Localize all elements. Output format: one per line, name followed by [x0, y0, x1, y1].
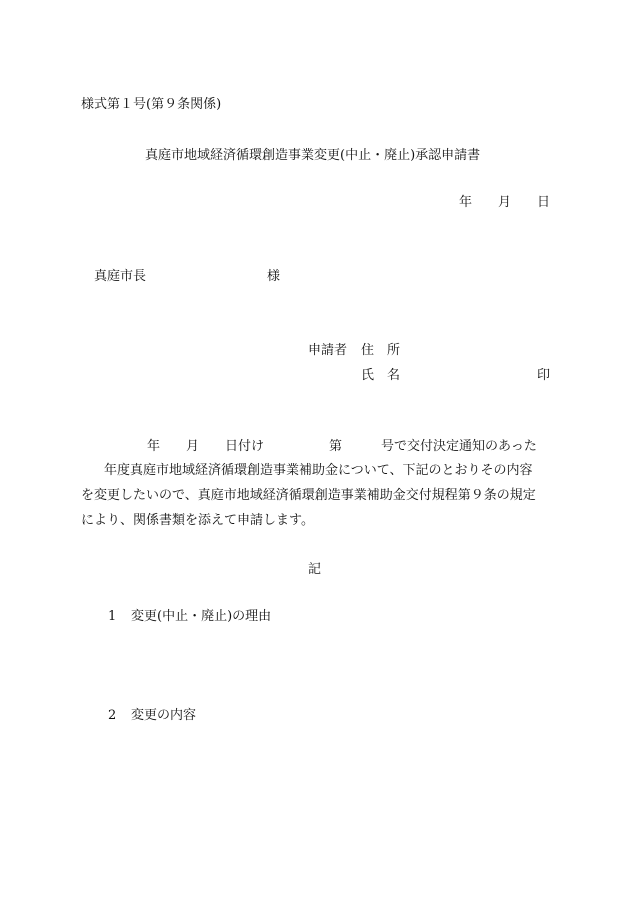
- body-line-2: 年度真庭市地域経済循環創造事業補助金について、下記のとおりその内容: [104, 463, 533, 478]
- applicant-address-label: 住 所: [361, 343, 401, 358]
- item-2-number: 2: [108, 708, 117, 723]
- addressee-name: 真庭市長: [94, 269, 147, 284]
- body-line-4: により、関係書類を添えて申請します。: [81, 513, 314, 528]
- item-1-number: 1: [108, 609, 117, 624]
- seal-mark: 印: [537, 368, 551, 383]
- applicant-label: 申請者: [308, 343, 348, 358]
- body-line-3: を変更したいので、真庭市地域経済循環創造事業補助金交付規程第９条の規定: [81, 488, 536, 503]
- date-line: 年 月 日: [459, 195, 551, 210]
- item-2-label: 変更の内容: [131, 708, 197, 723]
- addressee-honorific: 様: [267, 269, 281, 284]
- ki-heading: 記: [308, 562, 322, 577]
- item-1-label: 変更(中止・廃止)の理由: [131, 609, 272, 624]
- applicant-name-label: 氏 名: [361, 368, 401, 383]
- form-number: 様式第１号(第９条関係): [81, 97, 222, 112]
- body-line-1: 年 月 日付け 第 号で交付決定通知のあった: [147, 439, 537, 454]
- document-title: 真庭市地域経済循環創造事業変更(中止・廃止)承認申請書: [145, 148, 481, 163]
